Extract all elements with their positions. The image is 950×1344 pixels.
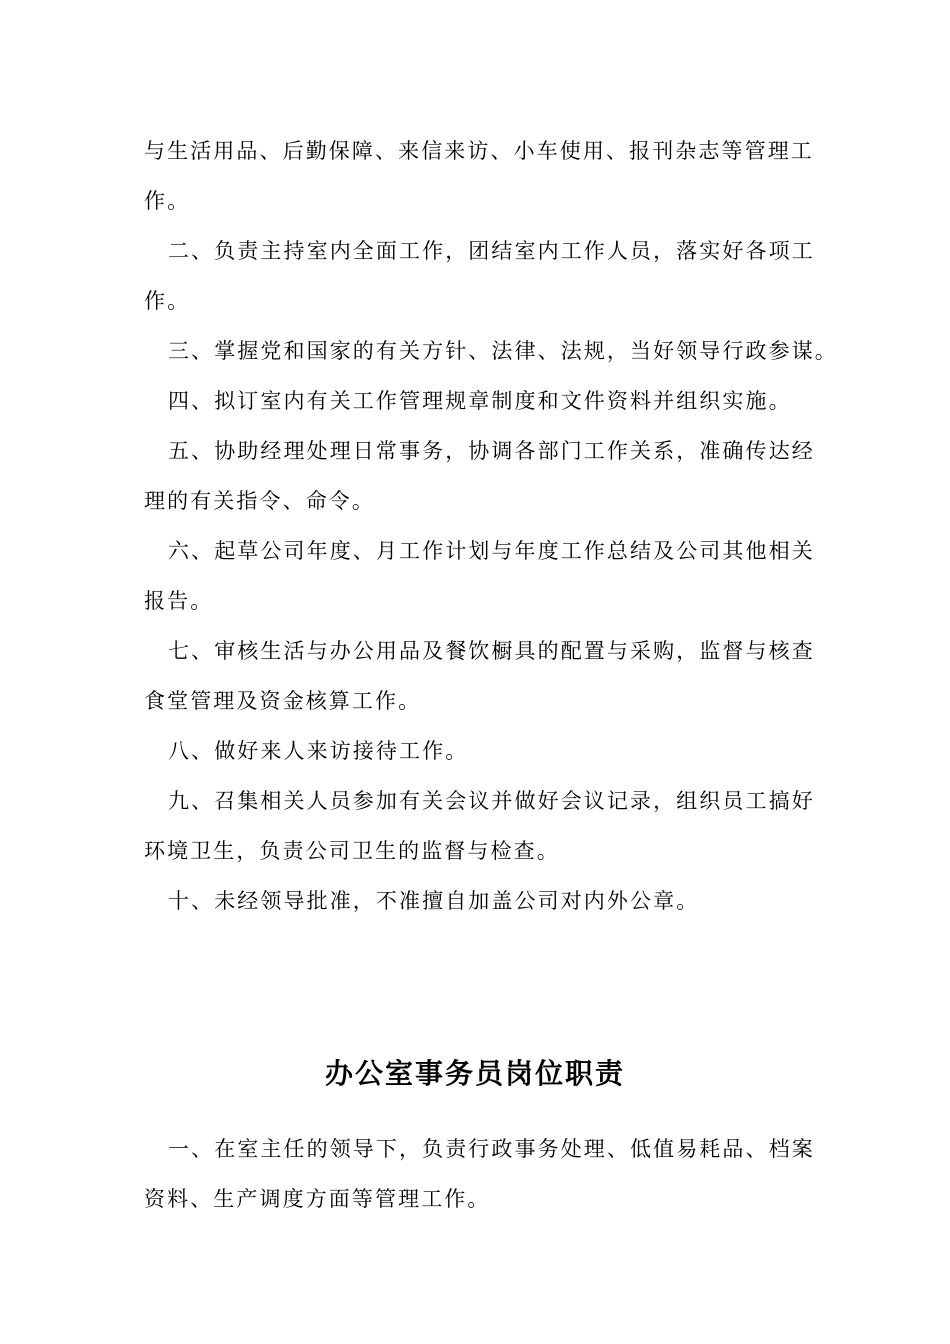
paragraph-line: 理的有关指令、命令。 — [144, 489, 375, 513]
paragraph-line: 作。 — [144, 289, 191, 313]
paragraph-line: 二、负责主持室内全面工作，团结室内工作人员，落实好各项工 — [168, 239, 815, 263]
paragraph-line: 三、掌握党和国家的有关方针、法律、法规，当好领导行政参谋。 — [168, 339, 838, 363]
section-title: 办公室事务员岗位职责 — [324, 1057, 625, 1090]
paragraph-line: 十、未经领导批准，不准擅自加盖公司对内外公章。 — [168, 889, 700, 913]
paragraph-line: 作。 — [144, 189, 191, 213]
paragraph-line: 与生活用品、后勤保障、来信来访、小车使用、报刊杂志等管理工 — [144, 139, 814, 163]
paragraph-line: 九、召集相关人员参加有关会议并做好会议记录，组织员工搞好 — [168, 789, 815, 813]
paragraph-line: 环境卫生，负责公司卫生的监督与检查。 — [144, 839, 560, 863]
paragraph-line: 报告。 — [144, 589, 214, 613]
paragraph-line: 六、起草公司年度、月工作计划与年度工作总结及公司其他相关 — [168, 539, 815, 563]
paragraph-line: 一、在室主任的领导下，负责行政事务处理、低值易耗品、档案 — [168, 1137, 815, 1161]
paragraph-line: 食堂管理及资金核算工作。 — [144, 689, 422, 713]
paragraph-line: 四、拟订室内有关工作管理规章制度和文件资料并组织实施。 — [168, 389, 792, 413]
paragraph-line: 五、协助经理处理日常事务，协调各部门工作关系，准确传达经 — [168, 439, 815, 463]
paragraph-line: 七、审核生活与办公用品及餐饮橱具的配置与采购，监督与核查 — [168, 639, 815, 663]
paragraph-line: 资料、生产调度方面等管理工作。 — [144, 1187, 491, 1211]
paragraph-line: 八、做好来人来访接待工作。 — [168, 739, 469, 763]
